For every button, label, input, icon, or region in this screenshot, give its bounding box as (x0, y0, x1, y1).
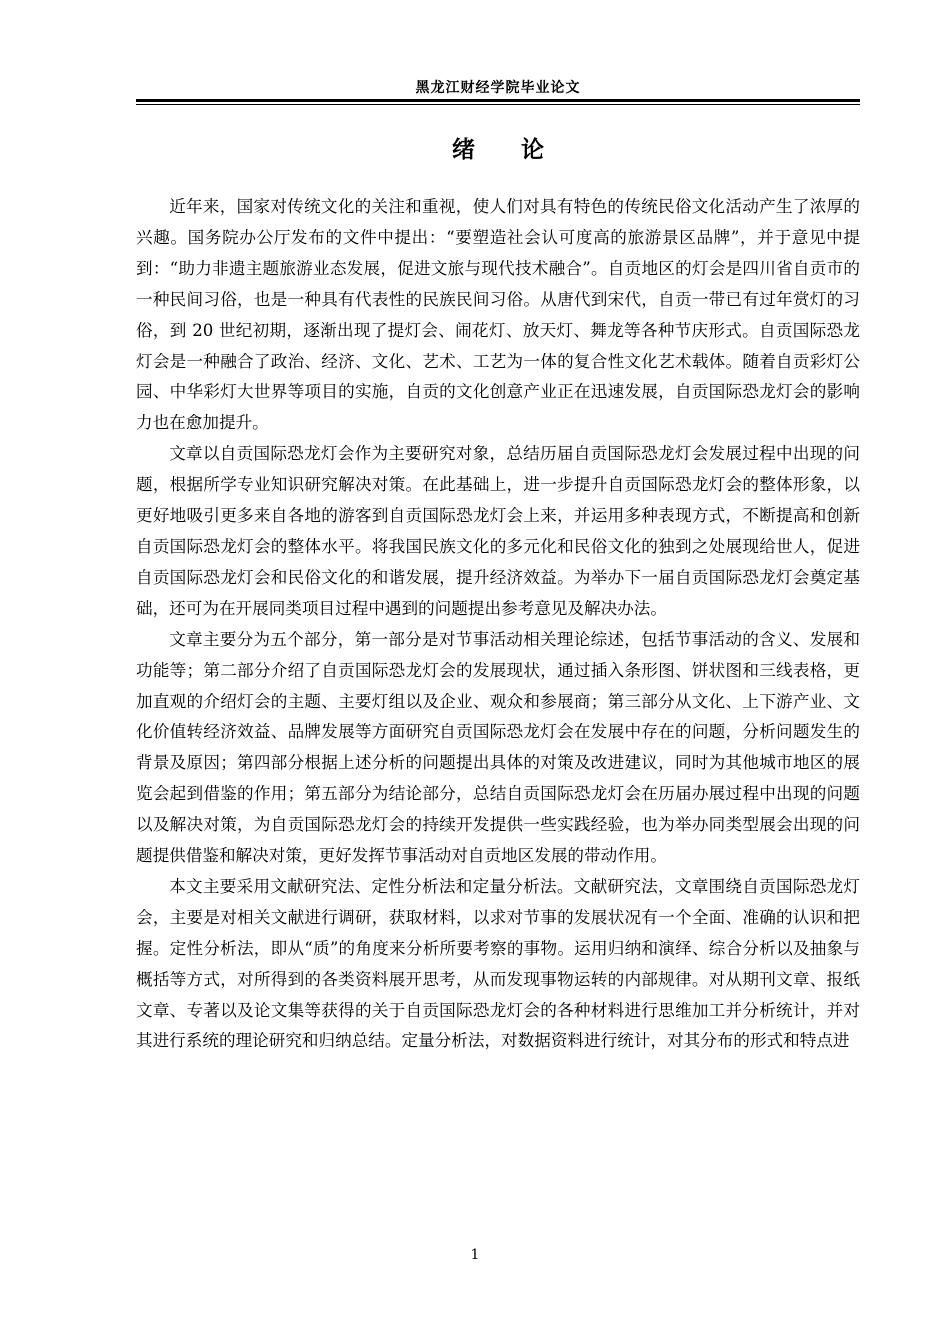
paragraph-intro: 近年来，国家对传统文化的关注和重视，使人们对具有特色的传统民俗文化活动产生了浓厚的兴趣。国务院办公厅发布的文件中提出：“要塑造社会认可度高的旅游景区品牌”，并于意见中提到：“助力非遗主题旅游业态发展，促进文旅与现代技术融合”。自贡地区的灯会是四川省自贡市的一种民间习俗，也是一种具有代表性的民族民间习俗。从唐代到宋代，自贡一带已有过年赏灯的习俗，到 20 世纪初期，逐渐出现了提灯会、闹花灯、放天灯、舞龙等各种节庆形式。自贡国际恐龙灯会是一种融合了政治、经济、文化、艺术、工艺为一体的复合性文化艺术载体。随着自贡彩灯公园、中华彩灯大世界等项目的实施，自贡的文化创意产业正在迅速发展，自贡国际恐龙灯会的影响力也在愈加提升。 (136, 197, 860, 433)
header-rule-thin (136, 104, 860, 105)
section-title: 绪论 (452, 136, 590, 163)
paragraph-research-object: 文章以自贡国际恐龙灯会作为主要研究对象，总结历届自贡国际恐龙灯会发展过程中出现的问题，根据所学专业知识研究解决对策。在此基础上，进一步提升自贡国际恐龙灯会的整体形象，以更好地吸引更多来自各地的游客到自贡国际恐龙灯会上来，并运用多种表现方式，不断提高和创新自贡国际恐龙灯会的整体水平。将我国民族文化的多元化和民俗文化的独到之处展现给世人，促进自贡国际恐龙灯会和民俗文化的和谐发展，提升经济效益。为举办下一届自贡国际恐龙灯会奠定基础，还可为在开展同类项目过程中遇到的问题提出参考意见及解决办法。 (136, 444, 860, 618)
paragraph-methods: 本文主要采用文献研究法、定性分析法和定量分析法。文献研究法，文章围绕自贡国际恐龙灯会，主要是对相关文献进行调研，获取材料，以求对节事的发展状况有一个全面、准确的认识和把握。定性分析法，即从“质”的角度来分析所要考察的事物。运用归纳和演绎、综合分析以及抽象与概括等方式，对所得到的各类资料展开思考，从而发现事物运转的内部规律。对从期刊文章、报纸文章、专著以及论文集等获得的关于自贡国际恐龙灯会的各种材料进行思维加工并分析统计，并对其进行系统的理论研究和归纳总结。定量分析法，对数据资料进行统计，对其分布的形式和特点进 (136, 876, 860, 1051)
running-header: 黑龙江财经学院毕业论文 (415, 80, 581, 96)
body-text (136, 192, 860, 1057)
page-number: 1 (470, 1247, 480, 1263)
paragraph-structure: 文章主要分为五个部分，第一部分是对节事活动相关理论综述，包括节事活动的含义、发展和功能等；第二部分介绍了自贡国际恐龙灯会的发展现状，通过插入条形图、饼状图和三线表格，更加直观的介绍灯会的主题、主要灯组以及企业、观众和参展商；第三部分从文化、上下游产业、文化价值转经济效益、品牌发展等方面研究自贡国际恐龙灯会在发展中存在的问题，分析问题发生的背景及原因；第四部分根据上述分析的问题提出具体的对策及改进建议，同时为其他城市地区的展览会起到借鉴的作用；第五部分为结论部分，总结自贡国际恐龙灯会在历届办展过程中出现的问题以及解决对策，为自贡国际恐龙灯会的持续开发提供一些实践经验，也为举办同类型展会出现的问题提供借鉴和解决对策，更好发挥节事活动对自贡地区发展的带动作用。 (136, 629, 860, 866)
header-rule-thick (136, 99, 860, 102)
